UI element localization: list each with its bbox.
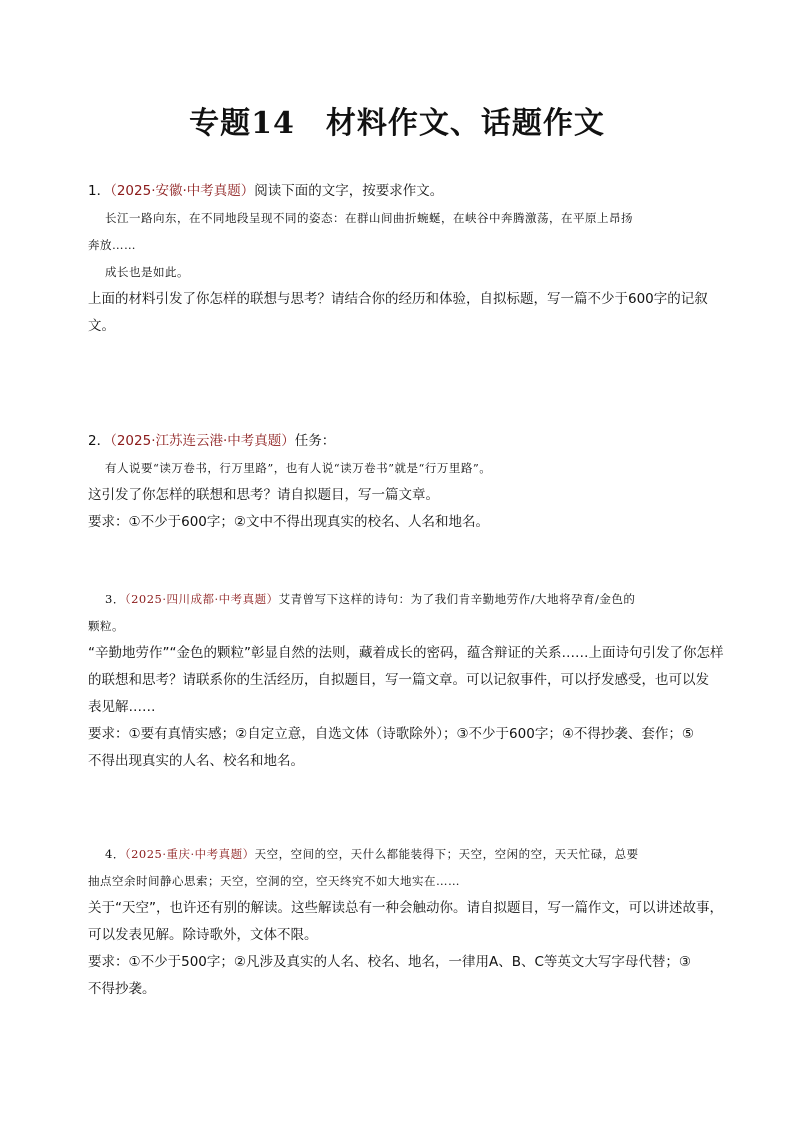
question-prompt-cont: 颗粒。 [88, 619, 124, 633]
task-line: 表见解…… [88, 699, 156, 715]
question-prompt: 任务： [294, 433, 336, 449]
question-1-header [88, 178, 728, 205]
task-line: “辛勤地劳作”“金色的颗粒”彰显自然的法则，藏着成长的密码，蕴含辩证的关系……上面诗句引发了你怎样 [88, 645, 724, 661]
question-2-header [88, 428, 728, 455]
task-line: 文。 [88, 318, 115, 334]
question-4-header [88, 841, 728, 868]
task-line: 可以发表见解。除诗歌外，文体不限。 [88, 927, 318, 943]
question-3-header [88, 586, 728, 613]
requirement-line: 不得抄袭。 [88, 981, 156, 997]
question-source: （2025·四川成都·中考真题） [124, 592, 279, 606]
task-line: 关于“天空”，也许还有别的解读。这些解读总有一种会触动你。请自拟题目，写一篇作文，可以讲述故事， [88, 900, 723, 916]
question-prompt-cont: 抽点空余时间静心思索；天空，空洞的空，空天终究不如大地实在…… [88, 874, 460, 888]
question-source: （2025·安徽·中考真题） [110, 183, 255, 199]
question-3 [88, 586, 728, 775]
question-source: （2025·江苏连云港·中考真题） [110, 433, 295, 449]
question-source: （2025·重庆·中考真题） [124, 847, 255, 861]
page-title: 专题14 材料作文、话题作文 [189, 106, 605, 141]
requirement-line: 要求：①要有真情实感；②自定立意，自选文体（诗歌除外）；③不少于600字；④不得抄袭、套作；⑤ [88, 726, 695, 742]
question-1 [88, 178, 728, 340]
question-2 [88, 428, 728, 536]
question-prompt: 阅读下面的文字，按要求作文。 [254, 183, 444, 199]
question-4 [88, 841, 728, 1003]
material-line: 长江一路向东，在不同地段呈现不同的姿态：在群山间曲折蜿蜒，在峡谷中奔腾激荡，在平原上昂扬 [105, 211, 633, 225]
task-line: 的联想和思考？请联系你的生活经历，自拟题目，写一篇文章。可以记叙事件，可以抒发感受，也可以发 [88, 672, 709, 688]
question-number: 1． [88, 183, 111, 199]
material-line: 奔放…… [88, 238, 136, 252]
requirement-line: 要求：①不少于500字；②凡涉及真实的人名、校名、地名，一律用A、B、C等英文大写字母代替；③ [88, 954, 691, 970]
requirement-line: 不得出现真实的人名、校名和地名。 [88, 753, 304, 769]
requirement-line: 要求：①不少于600字；②文中不得出现真实的校名、人名和地名。 [88, 514, 489, 530]
question-prompt: 艾青曾写下这样的诗句：为了我们肯辛勤地劳作/大地将孕育/金色的 [278, 592, 636, 606]
question-number: 4． [105, 847, 125, 861]
material-line: 成长也是如此。 [105, 265, 189, 279]
material-line: 有人说要“读万卷书，行万里路”，也有人说“读万卷书”就是“行万里路”。 [105, 461, 492, 475]
task-line: 这引发了你怎样的联想和思考？请自拟题目，写一篇文章。 [88, 487, 439, 503]
task-line: 上面的材料引发了你怎样的联想与思考？请结合你的经历和体验，自拟标题，写一篇不少于600字的记叙 [88, 291, 708, 307]
question-number: 2． [88, 433, 111, 449]
question-prompt: 天空，空间的空，天什么都能装得下；天空，空闲的空，天天忙碌，总要 [254, 847, 639, 861]
question-number: 3． [105, 592, 125, 606]
